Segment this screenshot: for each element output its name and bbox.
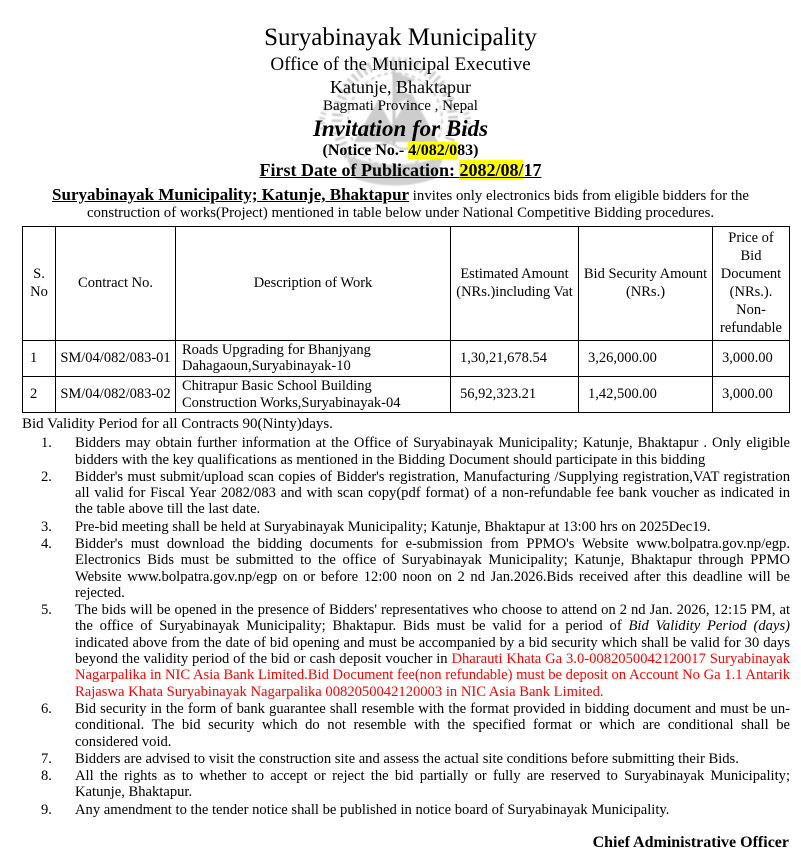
item5-text-lead: The bids will be opened in the presence of Bidders' representatives who choose to attend on 2 nd Jan. 2026, 12:15 PM, at the office of Suryabinayak Municipality; Bhaktapur. Bids must be valid for a period of — [75, 602, 790, 635]
table-row — [23, 376, 790, 412]
signature-title: Chief Administrative Officer — [592, 834, 789, 852]
item-text: Any amendment to the tender notice shall be published in notice board of Suryabinayak Municipality. — [75, 801, 670, 818]
list-item-7 — [0, 751, 790, 767]
list-item-8 — [0, 768, 790, 801]
item-number: 7. — [41, 750, 52, 767]
list-item-2 — [0, 469, 790, 518]
item-number: 1. — [41, 435, 52, 452]
item-number: 9. — [41, 801, 52, 818]
cell-bid-security: 1,42,500.00 — [579, 376, 713, 412]
cell-description: Chitrapur Basic School Building Construction Works,Suryabinayak-04 — [176, 376, 451, 412]
notice-number-line — [0, 143, 801, 160]
intro-municipality-name: Suryabinayak Municipality; Katunje, Bhaktapur — [52, 184, 410, 204]
item-text: Bidders are advised to visit the construction site and assess the actual site conditions before submitting their Bids. — [75, 750, 739, 767]
list-item-6 — [0, 701, 790, 750]
organization-name: Suryabinayak Municipality — [264, 24, 537, 51]
item-number: 8. — [41, 768, 52, 785]
item-text: Bidders may obtain further information at the Office of Suryabinayak Municipality; Katunje, Bhaktapur . Only eligible bidders with the key qualifications as mentioned in the Bidding Document should participate in this bidding — [75, 435, 790, 468]
header-sno: S. No — [23, 226, 56, 340]
item-text: Bidder's must download the bidding documents for e-submission from PPMO's Website www.bolpatra.gov.np/egp. Electronics Bids must be submitted to the office of Suryabinayak Municipality; Katunje, Bhaktapur through PPMO Website www.bolpatra.gov.np/egp on or before 12:00 noon on 2 nd Jan.2026.Bids received after this deadline will be rejected. — [75, 536, 790, 601]
cell-document-price: 3,000.00 — [713, 340, 790, 376]
header-bid-security: Bid Security Amount (NRs.) — [579, 226, 713, 340]
notice-title: Invitation for Bids — [312, 115, 489, 141]
header-document-price: Price of Bid Document (NRs.). Non-refundable — [713, 226, 790, 340]
cell-contract-no: SM/04/082/083-02 — [56, 376, 176, 412]
cell-sno: 1 — [23, 340, 56, 376]
cell-estimated-amount: 56,92,323.21 — [451, 376, 579, 412]
header-estimated-amount: Estimated Amount (NRs.)including Vat — [451, 226, 579, 340]
conditions-list — [0, 435, 790, 818]
cell-bid-security: 3,26,000.00 — [579, 340, 713, 376]
list-item-3 — [0, 519, 790, 535]
publication-date-label: First Date of Publication: — [259, 159, 460, 180]
notice-number-suffix: 83) — [457, 141, 479, 159]
bids-table-header — [23, 226, 790, 340]
intro-paragraph — [16, 185, 785, 223]
publication-date-highlight: 2082/08/ — [459, 159, 524, 180]
publication-date-line — [260, 161, 542, 180]
office-name: Office of the Municipal Executive — [270, 53, 531, 75]
notice-number-prefix: (Notice No.- — [322, 141, 409, 159]
cell-sno: 2 — [23, 376, 56, 412]
cell-description: Roads Upgrading for Bhanjyang Dahagaoun,Suryabinayak-10 — [176, 340, 451, 376]
item-number: 2. — [41, 468, 52, 485]
item5-bank-account-details: Dharauti Khata Ga 3.0-0082050042120017 Suryabinayak Nagarpalika in NIC Asia Bank Limited.Bid Document fee(non refundable) must be deposit on Account No Ga 1.1 Antarik Rajaswa Khata Suryabinayak Nagarpalika 0082050042120003 in NIC Asia Bank Limited. — [75, 651, 790, 700]
table-row — [23, 340, 790, 376]
office-address: Katunje, Bhaktapur — [330, 76, 471, 97]
bids-table — [22, 226, 790, 413]
item5-italic-phrase: Bid Validity Period (days) — [628, 618, 790, 635]
item-text: Bidder's must submit/upload scan copies of Bidder's registration, Manufacturing /Supplying registration,VAT registration all valid for Fiscal Year 2082/083 and with scan copy(pdf format) of a non-refundable fee bank voucher as indicated in the table above till the last date. — [75, 468, 790, 518]
item-number: 4. — [41, 536, 52, 552]
list-item-4 — [0, 536, 790, 601]
item-number: 5. — [41, 602, 52, 619]
list-item-5 — [0, 602, 790, 700]
intro-text: invites only electronics bids from eligible bidders for the construction of works(Project) mentioned in table below under National Competitive Bidding procedures. — [86, 187, 749, 222]
list-item-1 — [0, 435, 790, 468]
item-text: Bid security in the form of bank guarantee shall resemble with the format provided in bidding document and must be un-conditional. The bid security which do not resemble with the specified format or which are conditional shall be considered void. — [75, 700, 790, 750]
item-number: 3. — [41, 518, 52, 535]
cell-document-price: 3,000.00 — [713, 376, 790, 412]
letterhead — [0, 0, 801, 181]
publication-date-suffix: 17 — [523, 159, 542, 180]
cell-contract-no: SM/04/082/083-01 — [56, 340, 176, 376]
header-description: Description of Work — [176, 226, 451, 340]
header-contract-no: Contract No. — [56, 226, 176, 340]
item5-text-mid: indicated above from the date of bid opening and must be accompanied by a bid security which shall be valid for 30 days beyond the validity period of the bid or cash deposit voucher in — [75, 634, 790, 668]
table-header-row — [23, 226, 790, 340]
item-text: Pre-bid meeting shall be held at Suryabinayak Municipality; Katunje, Bhaktapur at 13:00 hrs on 2025Dec19. — [75, 518, 711, 535]
province-line: Bagmati Province , Nepal — [323, 97, 478, 114]
item-text: All the rights as to whether to accept or reject the bid partially or fully are reserved to Suryabinayak Municipality; Katunje, Bhaktapur. — [75, 768, 790, 801]
notice-number-highlight: 4/082/0 — [408, 141, 458, 159]
bid-validity-note: Bid Validity Period for all Contracts 90(Ninty)days. — [22, 416, 333, 433]
item-number: 6. — [41, 700, 52, 717]
list-item-9 — [0, 802, 790, 818]
item-text — [75, 602, 790, 699]
cell-estimated-amount: 1,30,21,678.54 — [451, 340, 579, 376]
